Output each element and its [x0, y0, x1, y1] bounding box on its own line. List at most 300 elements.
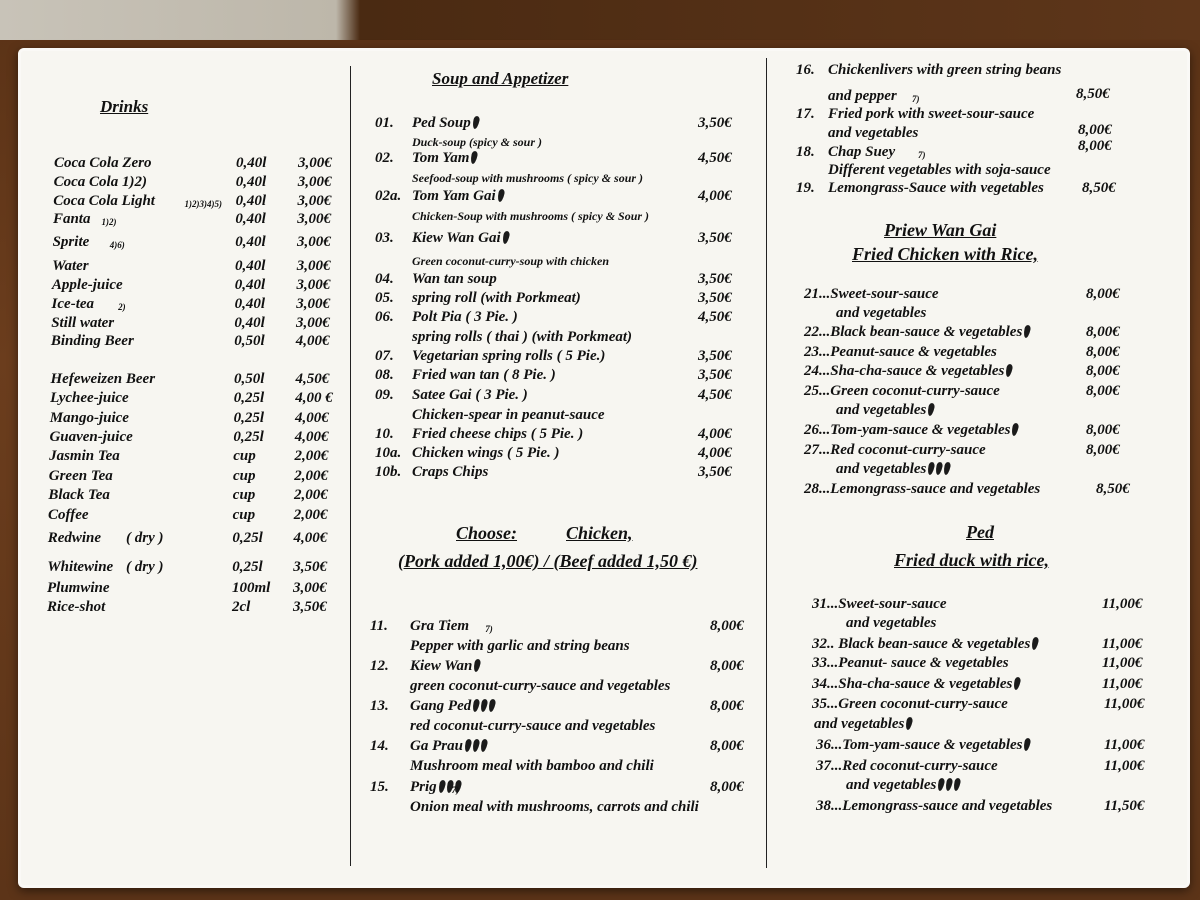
main-item-number — [370, 698, 389, 715]
drink-name — [50, 410, 129, 427]
ped-item-text: 33...Peanut- sauce & vegetables — [812, 655, 1009, 671]
drink-size-text: 0,40l — [235, 211, 266, 227]
drink-price — [293, 599, 327, 616]
ped-item — [812, 636, 1038, 653]
drink-size — [235, 296, 265, 313]
drink-size — [233, 507, 256, 524]
soup-item-name — [412, 464, 488, 481]
drink-size — [234, 315, 264, 332]
ped-item-text: 32.. Black bean-sauce & vegetables — [812, 636, 1031, 652]
choose-label-text: Choose: — [456, 523, 518, 543]
soup-item-number-text: 02. — [375, 150, 394, 166]
soup-item-number — [375, 464, 401, 481]
drink-name-text: Plumwine — [47, 580, 110, 596]
main-item-number-text: 15. — [370, 779, 389, 795]
soup-item-name — [412, 150, 477, 167]
soup-item-description-text: Chicken-Soup with mushrooms ( spicy & Sour ) — [412, 209, 650, 223]
priew-item-price — [1086, 442, 1120, 459]
soup-item-price-text: 4,00€ — [698, 426, 732, 442]
main-item-name-text: Kiew Wan — [410, 658, 473, 674]
soup-item-name-text: Vegetarian spring rolls ( 5 Pie.) — [412, 348, 606, 364]
dish-number-text: 18. — [796, 144, 815, 160]
ped-item — [812, 696, 1008, 713]
soup-heading-text: Soup and Appetizer — [432, 69, 569, 88]
drink-size-text: 0,50l — [234, 333, 265, 349]
soup-item-price — [698, 150, 732, 167]
drink-name-text: Hefeweizen Beer — [50, 371, 156, 387]
drink-name — [50, 390, 129, 407]
soup-item-price-text: 3,50€ — [698, 464, 732, 480]
drink-name — [54, 174, 147, 191]
main-item-note-text: 7) — [451, 785, 460, 795]
drink-note-text: ( dry ) — [126, 559, 164, 575]
priew-item-text: 21...Sweet-sour-sauce — [804, 286, 939, 302]
chili-icon — [437, 780, 446, 794]
drink-size-text: cup — [233, 468, 256, 484]
ped-item-line2 — [846, 615, 936, 632]
drink-price-text: 3,00€ — [297, 193, 332, 209]
ped-item-text: 36...Tom-yam-sauce & vegetables — [816, 737, 1023, 753]
drink-price-text: 2,00€ — [294, 487, 328, 503]
soup-item-name-text: Fried wan tan ( 8 Pie. ) — [412, 367, 556, 383]
main-item-price-text: 8,00€ — [710, 698, 744, 714]
drink-price — [296, 333, 330, 350]
soup-item-number — [375, 290, 394, 307]
priew-item-line2 — [836, 402, 934, 419]
main-item-price-text: 8,00€ — [710, 779, 744, 795]
main-item-description — [410, 678, 670, 695]
main-item-name-text: Gra Tiem — [410, 618, 470, 634]
drink-note — [102, 214, 117, 231]
chili-icon — [496, 189, 505, 203]
priew-item-price-text: 8,00€ — [1086, 383, 1120, 399]
ped-heading — [966, 524, 994, 541]
soup-item-number — [375, 348, 394, 365]
dish-note — [918, 147, 926, 164]
ped-item — [812, 655, 1009, 672]
drink-name — [53, 193, 155, 210]
soup-item-name-text: Kiew Wan Gai — [412, 230, 501, 246]
priew-item-price — [1086, 422, 1120, 439]
chili-icon — [480, 739, 489, 753]
drink-name — [48, 487, 110, 504]
priew-item — [804, 422, 1018, 439]
drink-name — [53, 211, 91, 228]
chili-icon — [471, 116, 480, 130]
drink-note-text: ( dry ) — [126, 530, 164, 546]
drink-size — [236, 174, 266, 191]
ped-item-price-text: 11,00€ — [1104, 696, 1145, 712]
drink-size — [232, 599, 250, 616]
priew-item-text: 24...Sha-cha-sauce & vegetables — [804, 363, 1005, 379]
priew-item-line2 — [836, 461, 950, 478]
choose-meat-text: Chicken, — [566, 523, 633, 543]
ped-item — [812, 596, 947, 613]
dish-price-text: 8,50€ — [1076, 86, 1110, 102]
ped-subheading-text: Fried duck with rice, — [894, 550, 1050, 570]
dish-number — [796, 180, 815, 197]
soup-item-price — [698, 387, 732, 404]
drink-price-text: 2,00€ — [294, 468, 328, 484]
main-item-price — [710, 779, 744, 796]
main-item-name-text: Prig — [410, 779, 437, 795]
soup-item-name-text: Fried cheese chips ( 5 Pie. ) — [412, 426, 584, 442]
main-item-description — [410, 718, 655, 735]
main-item-price — [710, 658, 744, 675]
priew-item-text: 27...Red coconut-curry-sauce — [804, 442, 986, 458]
drink-size-text: 0,40l — [234, 315, 265, 331]
drink-price-text: 3,00€ — [296, 296, 330, 312]
soup-item-number — [375, 426, 394, 443]
soup-item-name — [412, 309, 518, 326]
table-surface — [0, 0, 1200, 40]
main-item-name-text: Ga Prau — [410, 738, 463, 754]
soup-item-name — [412, 271, 497, 288]
main-item-price-text: 8,00€ — [710, 738, 744, 754]
priew-item-price-text: 8,00€ — [1086, 324, 1120, 340]
choose-meat — [566, 525, 633, 542]
drink-name — [47, 559, 113, 576]
drink-size — [233, 468, 256, 485]
main-item-name-text: Gang Ped — [410, 698, 472, 714]
soup-item-number-text: 03. — [375, 230, 394, 246]
column-divider-left — [350, 66, 351, 866]
soup-item-description — [412, 208, 649, 225]
dish-price — [1076, 86, 1110, 103]
chili-icon — [472, 699, 481, 713]
dish-price-text: 8,50€ — [1082, 180, 1116, 196]
ped-item-price — [1102, 676, 1142, 693]
ped-item-text: 38...Lemongrass-sauce and vegetables — [816, 798, 1053, 814]
drink-note — [118, 299, 126, 316]
ped-item — [816, 737, 1030, 754]
ped-item-price — [1104, 737, 1144, 754]
drink-price — [293, 559, 327, 576]
drink-name — [52, 296, 94, 313]
main-item-name — [410, 658, 480, 675]
drink-name — [51, 371, 156, 388]
soup-item-number — [375, 367, 394, 384]
chili-icon — [927, 462, 936, 476]
soup-item-name-text: Craps Chips — [412, 464, 489, 480]
dish-line2 — [828, 125, 918, 142]
soup-item-number-text: 02a. — [375, 188, 402, 204]
dish-line2-text: Different vegetables with soja-sauce — [828, 162, 1051, 178]
drink-size-text: 100ml — [232, 580, 271, 596]
drink-price-text: 3,00€ — [296, 277, 331, 293]
soup-item-price-text: 3,50€ — [698, 290, 732, 306]
drink-size-text: 0,40l — [235, 258, 266, 274]
priew-item-price-text: 8,00€ — [1086, 442, 1120, 458]
soup-item-number — [375, 150, 394, 167]
ped-item-price-text: 11,00€ — [1102, 655, 1143, 671]
dish-line2 — [828, 162, 1051, 179]
soup-item-number — [375, 309, 394, 326]
dish-price — [1082, 180, 1116, 197]
soup-item-price-text: 3,50€ — [698, 230, 732, 246]
soup-item-price — [698, 188, 732, 205]
drink-price — [296, 315, 330, 332]
chili-icon — [501, 231, 510, 245]
soup-item-price-text: 3,50€ — [698, 115, 732, 131]
main-item-number — [370, 738, 389, 755]
soup-item-description — [412, 329, 632, 346]
drink-name-text: Guaven-juice — [49, 429, 133, 445]
soup-item-name — [412, 230, 509, 247]
ped-item-price — [1104, 696, 1144, 713]
drink-name-text: Green Tea — [48, 468, 113, 484]
soup-item-description — [412, 253, 609, 270]
soup-item-price-text: 3,50€ — [698, 348, 732, 364]
dish-price — [1078, 138, 1112, 155]
drink-size-text: cup — [232, 487, 256, 503]
priew-item — [804, 363, 1012, 380]
priew-item — [804, 344, 997, 361]
main-item-number-text: 12. — [370, 658, 389, 674]
drink-name — [51, 315, 114, 332]
soup-item-price — [698, 426, 732, 443]
dish-number — [796, 62, 815, 79]
soup-item-name — [412, 445, 560, 462]
soup-item-name — [412, 290, 581, 307]
soup-item-name-text: Polt Pia ( 3 Pie. ) — [412, 309, 518, 325]
drink-price-text: 4,00€ — [294, 429, 329, 445]
drink-note — [126, 559, 164, 576]
drink-name-text: Ice-tea — [51, 296, 95, 312]
chili-icon — [1005, 364, 1014, 378]
drink-size — [233, 448, 256, 465]
ped-item-text: 31...Sweet-sour-sauce — [812, 596, 947, 612]
drink-size-text: 0,40l — [236, 155, 267, 171]
soup-item-name — [412, 426, 583, 443]
ped-item-price-text: 11,00€ — [1102, 596, 1143, 612]
ped-item-line2-text: and vegetables — [846, 777, 937, 793]
ped-item-price-text: 11,50€ — [1104, 798, 1145, 814]
drink-note-text: 2) — [118, 302, 126, 312]
drink-price — [294, 468, 328, 485]
soup-item-name — [412, 348, 605, 365]
drink-name — [49, 429, 132, 446]
drink-size — [236, 193, 266, 210]
drink-price — [295, 410, 329, 427]
drink-size-text: 0,40l — [235, 174, 267, 190]
drink-size-text: cup — [233, 448, 256, 464]
ped-item-price-text: 11,00€ — [1102, 676, 1143, 692]
drink-size-text: 2cl — [232, 599, 251, 615]
soup-item-number-text: 10b. — [375, 464, 402, 480]
chili-icon — [464, 739, 473, 753]
drink-price — [293, 580, 327, 597]
main-item-number-text: 11. — [370, 618, 388, 634]
soup-item-number-text: 06. — [375, 309, 394, 325]
priew-item-price — [1096, 481, 1130, 498]
drink-price — [296, 296, 330, 313]
dish-line1-text: Chickenlivers with green string beans — [828, 62, 1062, 78]
drink-price — [297, 258, 331, 275]
drink-name-text: Whitewine — [47, 559, 114, 575]
priew-subheading-text: Fried Chicken with Rice, — [852, 244, 1039, 264]
drink-price — [296, 371, 330, 388]
soup-item-description — [412, 407, 605, 424]
dish-line1-text: Chap Suey — [828, 144, 896, 160]
drink-size — [236, 155, 266, 172]
drink-size-text: 0,25l — [233, 410, 265, 426]
drink-price — [294, 487, 328, 504]
drink-price — [295, 448, 329, 465]
drink-name-text: Redwine — [47, 530, 102, 546]
drink-name — [52, 277, 123, 294]
soup-item-price-text: 4,50€ — [698, 309, 732, 325]
soup-item-price — [698, 445, 732, 462]
chili-icon — [937, 778, 946, 792]
main-item-name — [410, 738, 487, 755]
soup-item-price — [698, 464, 732, 481]
soup-item-number-text: 08. — [375, 367, 394, 383]
drink-name-text: Water — [52, 258, 89, 274]
drink-name-text: Rice-shot — [47, 599, 106, 615]
ped-item — [812, 676, 1020, 693]
main-item-description-text: Mushroom meal with bamboo and chili — [410, 758, 654, 774]
drink-price — [294, 530, 328, 547]
soup-item-number — [375, 115, 394, 132]
chili-icon — [943, 462, 952, 476]
dish-line2 — [828, 88, 897, 105]
soup-item-number-text: 05. — [375, 290, 394, 306]
soup-item-price — [698, 115, 732, 132]
soup-item-name-text: Wan tan soup — [412, 271, 497, 287]
soup-item-number-text: 09. — [375, 387, 394, 403]
choose-label — [456, 525, 517, 542]
dish-line1 — [828, 106, 1034, 123]
drink-note-text: 1)2) — [101, 217, 117, 227]
menu-sheet — [18, 48, 1190, 888]
ped-item-price-text: 11,00€ — [1104, 758, 1145, 774]
soup-item-name — [412, 115, 479, 132]
priew-item-price — [1086, 383, 1120, 400]
priew-item-line2-text: and vegetables — [836, 461, 927, 477]
main-item-price-text: 8,00€ — [710, 658, 744, 674]
drink-name — [47, 580, 110, 597]
drink-size — [235, 277, 265, 294]
priew-item — [804, 383, 1000, 400]
priew-item-price-text: 8,50€ — [1096, 481, 1130, 497]
drink-price-text: 4,00€ — [295, 410, 329, 426]
drink-note — [126, 530, 164, 547]
main-item-note — [452, 782, 460, 799]
drink-name-text: Fanta — [52, 211, 91, 227]
main-item-description-text: Onion meal with mushrooms, carrots and chili — [410, 799, 699, 815]
dish-price — [1078, 122, 1112, 139]
drink-size — [233, 487, 256, 504]
dish-line1 — [828, 180, 1044, 197]
main-item-description-text: green coconut-curry-sauce and vegetables — [410, 678, 671, 694]
dish-line1 — [828, 62, 1061, 79]
priew-item-text: 23...Peanut-sauce & vegetables — [804, 344, 997, 360]
drink-name — [47, 599, 105, 616]
chili-icon — [1031, 637, 1040, 651]
chili-icon — [488, 699, 497, 713]
soup-item-name-text: Tom Yam — [412, 150, 470, 166]
dish-number — [796, 144, 815, 161]
ped-item-line2 — [814, 716, 912, 733]
main-item-number — [370, 779, 389, 796]
soup-item-description-text: Green coconut-curry-soup with chicken — [412, 254, 610, 268]
main-item-number-text: 13. — [370, 698, 389, 714]
soup-item-number — [375, 271, 394, 288]
drink-size-text: 0,25l — [232, 559, 263, 575]
drink-size — [232, 580, 270, 597]
soup-item-description-text: Duck-soup (spicy & sour ) — [412, 135, 543, 149]
chili-icon — [953, 778, 962, 792]
drink-price — [297, 277, 331, 294]
chili-icon — [1013, 677, 1022, 691]
drink-price-text: 3,50€ — [293, 559, 327, 575]
priew-item-text: 28...Lemongrass-sauce and vegetables — [804, 481, 1041, 497]
drink-price-text: 4,50€ — [295, 371, 330, 387]
drink-note — [110, 237, 125, 254]
soup-item-name-text: Chicken wings ( 5 Pie. ) — [412, 445, 560, 461]
priew-item-price-text: 8,00€ — [1086, 363, 1120, 379]
drink-price-text: 4,00€ — [295, 333, 330, 349]
drink-price — [295, 390, 333, 407]
soup-item-description — [412, 134, 542, 151]
ped-item-price-text: 11,00€ — [1102, 636, 1143, 652]
soup-item-price — [698, 290, 732, 307]
drink-price — [297, 234, 331, 251]
drink-name-text: Binding Beer — [50, 333, 134, 349]
soup-item-description-text: spring rolls ( thai ) (with Porkmeat) — [412, 329, 633, 345]
drink-price-text: 3,00€ — [297, 234, 331, 250]
chili-icon — [1023, 738, 1032, 752]
drinks-heading-text: Drinks — [100, 97, 149, 116]
soup-item-description — [412, 170, 643, 187]
drink-price — [298, 155, 332, 172]
main-item-note — [485, 621, 493, 638]
drink-size-text: 0,25l — [232, 530, 263, 546]
drink-size — [235, 234, 265, 251]
drink-name-text: Coffee — [48, 507, 89, 523]
drink-size — [234, 390, 264, 407]
soup-item-name-text: Tom Yam Gai — [412, 188, 496, 204]
drink-name-text: Still water — [51, 315, 115, 331]
drink-size — [234, 333, 264, 350]
dish-number-text: 19. — [796, 180, 815, 196]
drink-size-text: 0,25l — [233, 429, 264, 445]
priew-item-price-text: 8,00€ — [1086, 344, 1120, 360]
choose-surcharge-text: (Pork added 1,00€) / (Beef added 1,50 €) — [398, 551, 698, 571]
priew-item-text: 25...Green coconut-curry-sauce — [804, 383, 1000, 399]
drink-price-text: 3,00€ — [297, 174, 332, 190]
main-item-name — [410, 698, 495, 715]
chili-icon — [473, 659, 482, 673]
ped-item — [816, 798, 1052, 815]
dish-line2-text: and vegetables — [828, 125, 919, 141]
soup-item-number-text: 07. — [375, 348, 394, 364]
drink-size-text: 0,25l — [233, 390, 265, 406]
drink-price — [297, 211, 331, 228]
priew-item-price — [1086, 286, 1120, 303]
dish-line1 — [828, 144, 895, 161]
priew-item-price-text: 8,00€ — [1086, 422, 1120, 438]
priew-item — [804, 442, 986, 459]
drink-name-text: Sprite — [52, 234, 90, 250]
ped-item-text: 35...Green coconut-curry-sauce — [812, 696, 1008, 712]
ped-item-price-text: 11,00€ — [1104, 737, 1145, 753]
chili-icon — [945, 778, 954, 792]
soup-item-price-text: 3,50€ — [698, 271, 732, 287]
priew-item — [804, 286, 939, 303]
drink-price-text: 3,00€ — [293, 580, 327, 596]
